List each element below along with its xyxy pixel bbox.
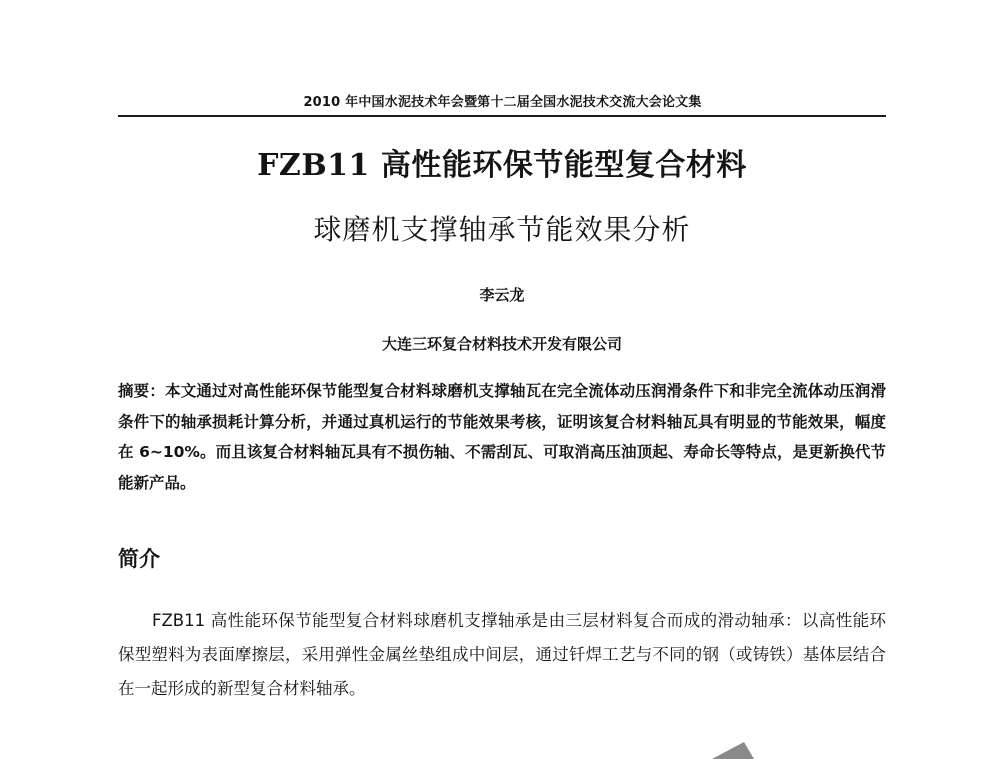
scan-artifact bbox=[712, 742, 754, 759]
paper-title-line-1: FZB11 高性能环保节能型复合材料 bbox=[257, 148, 747, 183]
author-name: 李云龙 bbox=[479, 286, 525, 304]
running-header: 2010 年中国水泥技术年会暨第十二届全国水泥技术交流大会论文集 bbox=[303, 95, 702, 110]
author-affiliation: 大连三环复合材料技术开发有限公司 bbox=[381, 335, 622, 353]
abstract-text: 本文通过对高性能环保节能型复合材料球磨机支撑轴瓦在完全流体动压润滑条件下和非完全流体动压润滑条件下的轴承损耗计算分析，并通过真机运行的节能效果考核，证明该复合材料轴瓦具有明显的节能效果，幅度在 6~10%。而且该复合材料轴瓦具有不损伤轴、不需刮瓦、可取消高压油顶起、寿命长等特点，是更新换代节能新产品。 bbox=[118, 382, 886, 492]
paper-title-line-2: 球磨机支撑轴承节能效果分析 bbox=[313, 213, 691, 246]
section-heading: 简介 bbox=[118, 547, 160, 571]
abstract-label: 摘要： bbox=[118, 382, 166, 400]
intro-paragraph: FZB11 高性能环保节能型复合材料球磨机支撑轴承是由三层材料复合而成的滑动轴承：以高性能环保型塑料为表面摩擦层，采用弹性金属丝垫组成中间层，通过钎焊工艺与不同的钢（或铸铁）基体层结合在一起形成的新型复合材料轴承。 bbox=[118, 611, 886, 698]
abstract bbox=[118, 376, 886, 498]
header-rule bbox=[118, 115, 886, 117]
